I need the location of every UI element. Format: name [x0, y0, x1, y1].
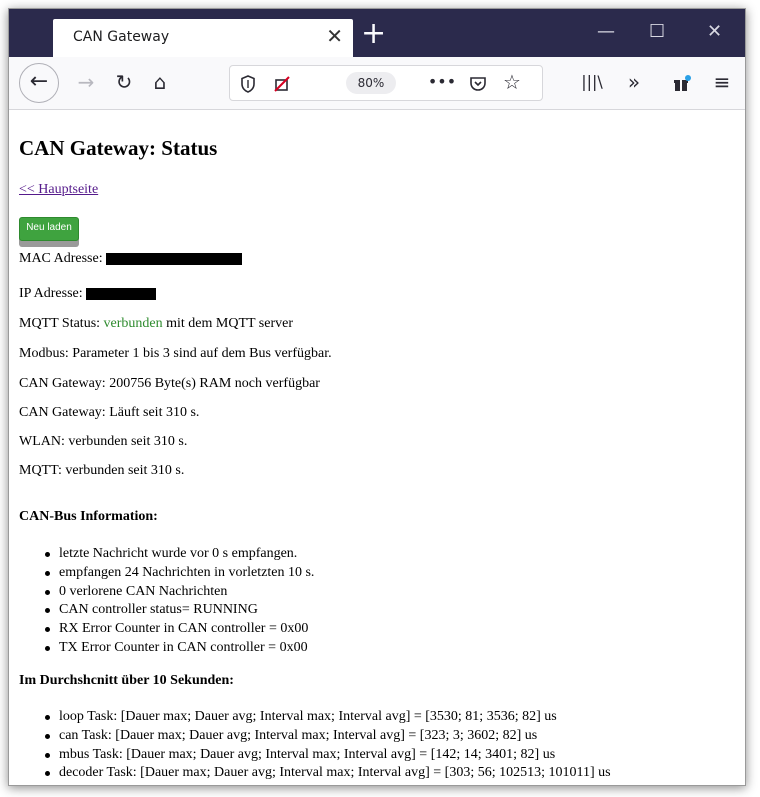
- extensions-icon[interactable]: [667, 67, 697, 97]
- mqtt-line: MQTT: verbunden seit 310 s.: [19, 463, 185, 478]
- ip-redacted: [86, 288, 156, 300]
- browser-window: [8, 8, 746, 786]
- canbus-list: [47, 545, 314, 658]
- zoom-indicator[interactable]: 80%: [346, 72, 396, 94]
- window-close-icon[interactable]: ✕: [707, 21, 723, 42]
- reload-button[interactable]: Neu laden: [19, 217, 79, 241]
- menu-icon[interactable]: ≡: [713, 70, 731, 94]
- reload-icon[interactable]: ↻: [115, 70, 133, 94]
- uptime-line: CAN Gateway: Läuft seit 310 s.: [19, 405, 200, 420]
- more-icon[interactable]: •••: [427, 72, 457, 91]
- nav-toolbar: [9, 57, 745, 110]
- tab-close-icon[interactable]: ✕: [326, 24, 343, 48]
- home-link[interactable]: << Hauptseite: [19, 182, 99, 197]
- bookmark-star-icon[interactable]: ☆: [503, 70, 521, 94]
- no-tracking-icon[interactable]: [270, 68, 294, 98]
- average-list: [47, 708, 611, 783]
- ip-label: IP Adresse:: [19, 286, 83, 301]
- mac-line: [19, 251, 242, 267]
- mqtt-status-line: [19, 316, 293, 332]
- list-item: empfangen 24 Nachrichten in vorletzten 10 s.: [47, 564, 314, 583]
- mqtt-status-label: MQTT Status:: [19, 316, 101, 331]
- page-title: CAN Gateway: Status: [19, 136, 218, 160]
- browser-tab[interactable]: [53, 19, 353, 57]
- mqtt-status-suffix: mit dem MQTT server: [166, 316, 294, 331]
- list-item: CAN controller status= RUNNING: [47, 601, 314, 620]
- list-item: RX Error Counter in CAN controller = 0x00: [47, 620, 314, 639]
- overflow-icon[interactable]: »: [627, 70, 641, 94]
- list-item: can Task: [Dauer max; Dauer avg; Interval max; Interval avg] = [323; 3; 3602; 82] us: [47, 727, 611, 746]
- pocket-icon[interactable]: [465, 67, 491, 97]
- list-item: TX Error Counter in CAN controller = 0x00: [47, 639, 314, 658]
- modbus-line: Modbus: Parameter 1 bis 3 sind auf dem Bus verfügbar.: [19, 346, 332, 361]
- page-content: [9, 110, 745, 785]
- wlan-line: WLAN: verbunden seit 310 s.: [19, 434, 188, 449]
- forward-icon[interactable]: →: [77, 70, 95, 94]
- library-icon[interactable]: |||\: [581, 72, 603, 91]
- ip-line: [19, 286, 156, 302]
- tab-title: CAN Gateway: [73, 29, 170, 45]
- average-heading: Im Durchshcnitt über 10 Sekunden:: [19, 673, 234, 688]
- mqtt-status-value: verbunden: [103, 316, 163, 331]
- back-icon[interactable]: ←: [19, 63, 59, 103]
- url-bar[interactable]: [229, 65, 543, 101]
- home-icon[interactable]: ⌂: [153, 70, 167, 94]
- new-tab-icon[interactable]: +: [361, 16, 387, 51]
- ram-line: CAN Gateway: 200756 Byte(s) RAM noch verfügbar: [19, 376, 320, 391]
- mac-label: MAC Adresse:: [19, 251, 103, 266]
- list-item: mbus Task: [Dauer max; Dauer avg; Interval max; Interval avg] = [142; 14; 3401; 82] us: [47, 746, 611, 765]
- tab-strip: [9, 9, 745, 57]
- list-item: 0 verlorene CAN Nachrichten: [47, 583, 314, 602]
- list-item: loop Task: [Dauer max; Dauer avg; Interval max; Interval avg] = [3530; 81; 3536; 82] us: [47, 708, 611, 727]
- shield-icon[interactable]: [236, 68, 260, 98]
- maximize-icon[interactable]: ☐: [649, 21, 666, 42]
- list-item: decoder Task: [Dauer max; Dauer avg; Interval max; Interval avg] = [303; 56; 102513; 101011] us: [47, 764, 611, 783]
- list-item: letzte Nachricht wurde vor 0 s empfangen.: [47, 545, 314, 564]
- canbus-heading: CAN-Bus Information:: [19, 509, 158, 524]
- minimize-icon[interactable]: —: [597, 21, 615, 42]
- mac-redacted: [106, 253, 242, 265]
